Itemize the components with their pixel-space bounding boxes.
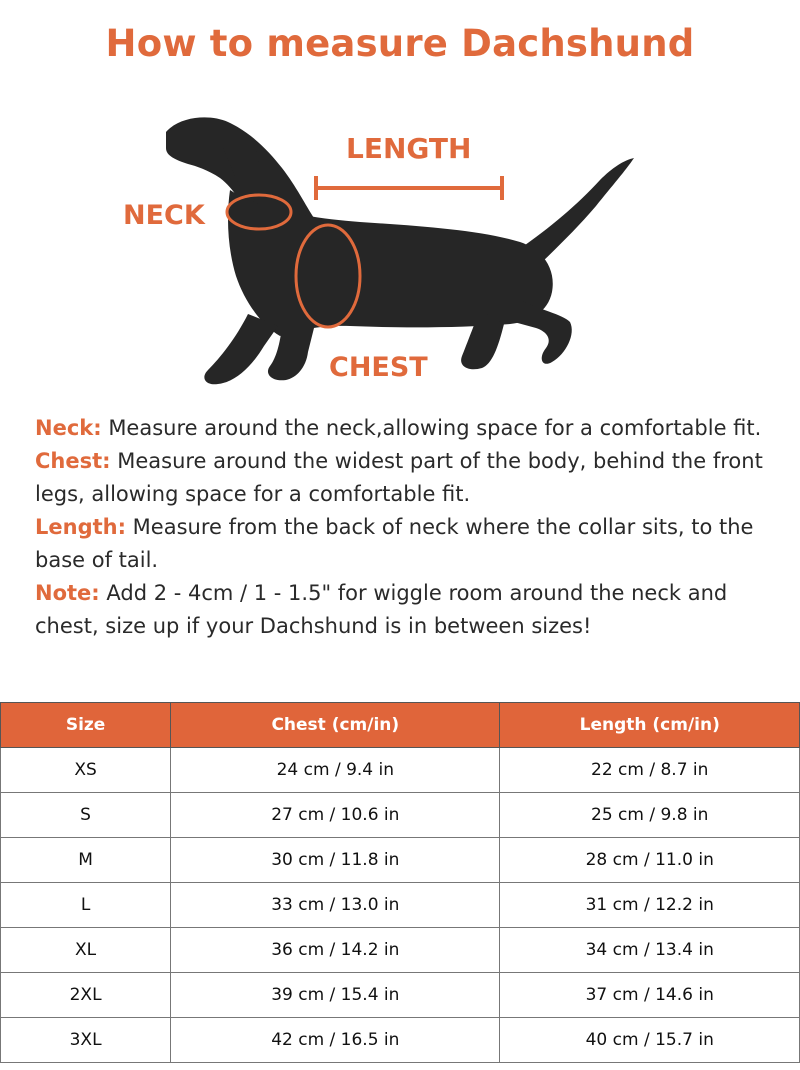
cell-chest: 27 cm / 10.6 in	[171, 793, 500, 838]
instruction-key: Neck:	[35, 416, 102, 440]
instruction-key: Length:	[35, 515, 126, 539]
cell-size: M	[1, 838, 171, 883]
cell-length: 34 cm / 13.4 in	[500, 928, 800, 973]
measurement-instructions	[35, 412, 775, 643]
header-chest: Chest (cm/in)	[171, 703, 500, 748]
header-size: Size	[1, 703, 171, 748]
dachshund-diagram	[100, 100, 660, 400]
length-label: LENGTH	[346, 132, 472, 165]
dachshund-measurement-figure	[100, 100, 660, 400]
instruction-neck	[35, 412, 775, 445]
cell-length: 40 cm / 15.7 in	[500, 1018, 800, 1063]
instruction-text: Measure around the neck,allowing space for a comfortable fit.	[101, 416, 762, 440]
instruction-text: Add 2 - 4cm / 1 - 1.5" for wiggle room around the neck and chest, size up if your Dachshund is in between sizes!	[35, 581, 728, 638]
table-row	[1, 973, 800, 1018]
cell-size: L	[1, 883, 171, 928]
table-row	[1, 838, 800, 883]
page-title: How to measure Dachshund	[105, 22, 695, 65]
table-row	[1, 928, 800, 973]
cell-chest: 30 cm / 11.8 in	[171, 838, 500, 883]
instruction-text: Measure from the back of neck where the collar sits, to the base of tail.	[35, 515, 754, 572]
header-length: Length (cm/in)	[500, 703, 800, 748]
cell-size: 3XL	[1, 1018, 171, 1063]
chest-label: CHEST	[329, 352, 428, 383]
cell-size: S	[1, 793, 171, 838]
cell-length: 31 cm / 12.2 in	[500, 883, 800, 928]
cell-chest: 33 cm / 13.0 in	[171, 883, 500, 928]
cell-size: XS	[1, 748, 171, 793]
table-row	[1, 883, 800, 928]
instruction-text: Measure around the widest part of the body, behind the front legs, allowing space for a comfortable fit.	[35, 449, 763, 506]
size-table	[0, 702, 800, 1063]
instruction-length	[35, 511, 775, 577]
table-row	[1, 748, 800, 793]
cell-chest: 36 cm / 14.2 in	[171, 928, 500, 973]
cell-chest: 42 cm / 16.5 in	[171, 1018, 500, 1063]
cell-size: XL	[1, 928, 171, 973]
instruction-key: Chest:	[35, 449, 111, 473]
neck-label: NECK	[123, 200, 205, 231]
instruction-note	[35, 577, 775, 643]
table-row	[1, 1018, 800, 1063]
instruction-key: Note:	[35, 581, 100, 605]
instruction-chest	[35, 445, 775, 511]
cell-length: 28 cm / 11.0 in	[500, 838, 800, 883]
cell-length: 25 cm / 9.8 in	[500, 793, 800, 838]
cell-chest: 24 cm / 9.4 in	[171, 748, 500, 793]
cell-length: 37 cm / 14.6 in	[500, 973, 800, 1018]
table-row	[1, 793, 800, 838]
cell-size: 2XL	[1, 973, 171, 1018]
table-header-row	[1, 703, 800, 748]
length-arrow	[316, 176, 502, 200]
cell-chest: 39 cm / 15.4 in	[171, 973, 500, 1018]
cell-length: 22 cm / 8.7 in	[500, 748, 800, 793]
